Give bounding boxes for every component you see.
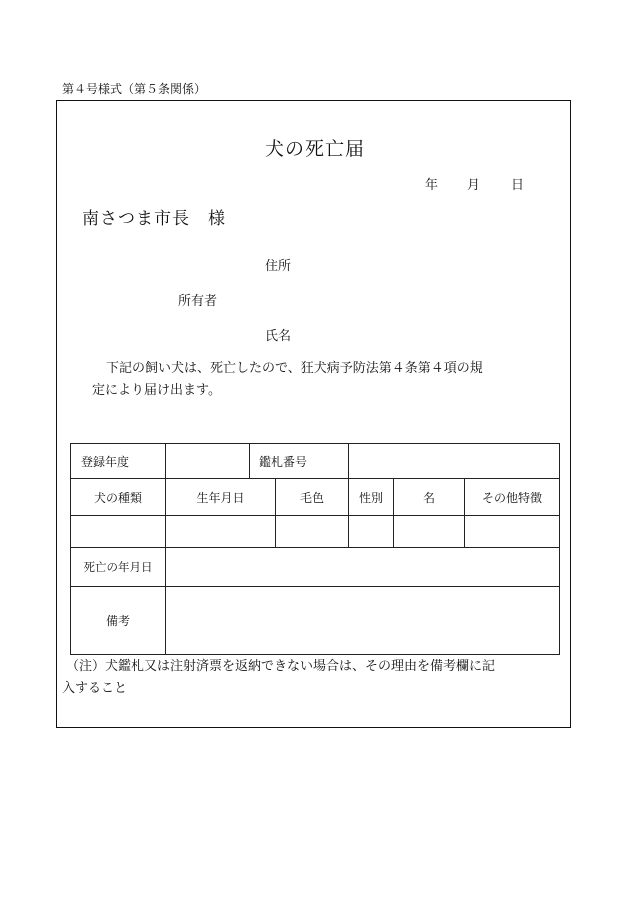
name-label: 氏名 bbox=[265, 329, 292, 344]
breed-header: 犬の種類 bbox=[71, 479, 166, 516]
registration-year-label: 登録年度 bbox=[71, 444, 166, 479]
table-row bbox=[71, 444, 560, 479]
breed-field[interactable] bbox=[71, 516, 166, 548]
death-date-label: 死亡の年月日 bbox=[71, 548, 166, 587]
table-row bbox=[71, 548, 560, 587]
date-month-label: 月 bbox=[467, 178, 481, 193]
statement-line-1: 下記の飼い犬は、死亡したので、狂犬病予防法第４条第４項の規 bbox=[106, 361, 483, 376]
other-features-header: その他特徴 bbox=[465, 479, 560, 516]
address-label: 住所 bbox=[265, 259, 292, 274]
footnote bbox=[62, 656, 552, 700]
addressee: 南さつま市長 様 bbox=[82, 209, 226, 229]
birthdate-field[interactable] bbox=[166, 516, 276, 548]
form-number: 第４号様式（第５条関係） bbox=[62, 82, 207, 96]
death-date-field[interactable] bbox=[166, 548, 560, 587]
footnote-line-1: （注）犬鑑札又は注射済票を返納できない場合は、その理由を備考欄に記 bbox=[66, 659, 496, 674]
coat-color-header: 毛色 bbox=[276, 479, 349, 516]
remarks-field[interactable] bbox=[166, 587, 560, 655]
table-row bbox=[71, 587, 560, 655]
sex-field[interactable] bbox=[349, 516, 394, 548]
date-day-label: 日 bbox=[511, 178, 525, 193]
registration-tag-cell bbox=[166, 444, 349, 479]
dog-name-field[interactable] bbox=[394, 516, 465, 548]
document-title: 犬の死亡届 bbox=[264, 138, 365, 160]
dog-info-table bbox=[70, 443, 560, 655]
registration-year-field[interactable] bbox=[166, 444, 250, 478]
remarks-label: 備考 bbox=[71, 587, 166, 655]
dog-name-header: 名 bbox=[394, 479, 465, 516]
birthdate-header: 生年月日 bbox=[166, 479, 276, 516]
tag-number-label: 鑑札番号 bbox=[259, 454, 308, 469]
statement bbox=[92, 358, 532, 402]
tag-number-field[interactable] bbox=[349, 444, 560, 479]
table-row bbox=[71, 516, 560, 548]
statement-line-2: 定により届け出ます。 bbox=[92, 383, 221, 398]
owner-label: 所有者 bbox=[178, 294, 218, 309]
table-row bbox=[71, 479, 560, 516]
footnote-line-2: 入すること bbox=[62, 681, 128, 696]
other-features-field[interactable] bbox=[465, 516, 560, 548]
coat-color-field[interactable] bbox=[276, 516, 349, 548]
sex-header: 性別 bbox=[349, 479, 394, 516]
date-year-label: 年 bbox=[425, 178, 439, 193]
